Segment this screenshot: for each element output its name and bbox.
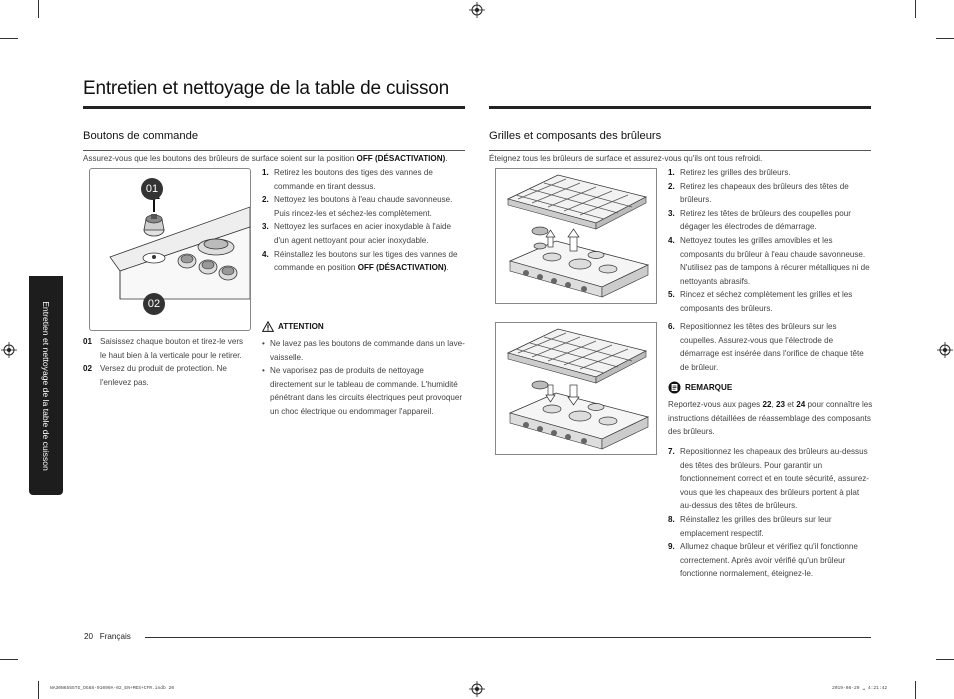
grate-reinstall-figure bbox=[495, 322, 657, 455]
intro-text-end: . bbox=[445, 154, 448, 163]
warning-triangle-icon bbox=[262, 321, 274, 332]
registration-mark-icon bbox=[1, 342, 17, 358]
figure-captions bbox=[83, 335, 247, 389]
note-text: et bbox=[785, 400, 797, 409]
step-number: 4. bbox=[262, 249, 269, 259]
section-rule bbox=[83, 150, 465, 151]
list-item: • Ne lavez pas les boutons de commande dans un lave-vaisselle. bbox=[262, 337, 467, 364]
list-item bbox=[668, 234, 873, 288]
caption-number: 02 bbox=[83, 364, 93, 374]
list-item bbox=[262, 248, 467, 275]
list-item bbox=[668, 288, 873, 315]
step-number: 9. bbox=[668, 542, 675, 552]
step-number: 2. bbox=[262, 195, 269, 205]
list-item bbox=[262, 220, 467, 247]
step-text: Retirez les grilles des brûleurs. bbox=[680, 168, 791, 177]
section-rule bbox=[489, 150, 871, 151]
grate-steps-list bbox=[668, 166, 873, 316]
crop-mark bbox=[38, 0, 39, 18]
list-item bbox=[262, 193, 467, 220]
crop-mark bbox=[915, 681, 916, 699]
cooktop-knob-illustration bbox=[90, 169, 250, 330]
page-number: 20 bbox=[84, 632, 94, 641]
title-rule-right bbox=[489, 106, 871, 109]
step-text: Réinstallez les boutons sur les tiges des vannes de commande en position bbox=[274, 249, 458, 273]
note-text: Reportez-vous aux pages bbox=[668, 400, 763, 409]
caption-text: Saisissez chaque bouton et tirez-le vers le haut bien à la verticale pour le retirer. bbox=[100, 337, 244, 360]
step-number: 3. bbox=[262, 222, 269, 232]
step-text-end: . bbox=[446, 263, 449, 273]
figure-callout-01: 01 bbox=[141, 178, 163, 200]
note-body bbox=[668, 398, 873, 439]
list-item bbox=[262, 166, 467, 193]
step-text: Repositionnez les têtes des brûleurs sur les coupelles. Assurez-vous que l'électrode de démarrage est insérée dans l'orifice de chaque tête de brûleur. bbox=[680, 322, 864, 372]
step-text: Retirez les têtes de brûleurs des coupelles pour dégager les électrodes de démarrage. bbox=[680, 208, 851, 232]
knob-removal-figure bbox=[89, 168, 251, 331]
step-text: Réinstallez les grilles des brûleurs sur leur emplacement respectif. bbox=[680, 514, 832, 538]
caption-text: Versez du produit de protection. Ne l'enlevez pas. bbox=[100, 364, 227, 387]
note-icon bbox=[668, 381, 681, 394]
step-number: 8. bbox=[668, 514, 675, 524]
attention-title: ATTENTION bbox=[278, 322, 324, 331]
list-item bbox=[668, 540, 873, 581]
step-bold-off: OFF (DÉSACTIVATION) bbox=[357, 263, 447, 273]
side-tab-label: Entretien et nettoyage de la table de cuisson bbox=[41, 301, 51, 471]
step-text: Nettoyez les surfaces en acier inoxydable à l'aide d'un agent nettoyant pour acier inoxydable. bbox=[274, 222, 452, 245]
registration-mark-icon bbox=[937, 342, 953, 358]
crop-mark bbox=[38, 681, 39, 699]
title-rule-left bbox=[83, 106, 465, 109]
note-title: REMARQUE bbox=[685, 383, 733, 392]
step-text: Repositionnez les chapeaux des brûleurs au-dessus des têtes des brûleurs. Pour garantir un fonctionnement correct et en toute sécurité, assurez-vous que les chapeaux des brûleurs portent à plat au-dessus des têtes de brûleurs. bbox=[680, 447, 869, 511]
step-text: Retirez les chapeaux des brûleurs des têtes de brûleurs. bbox=[680, 181, 849, 205]
knob-steps-list bbox=[262, 166, 467, 275]
step-text: Allumez chaque brûleur et vérifiez qu'il fonctionne correctement. Après avoir vérifié qu'un brûleur fonctionne normalement, éteignez-le. bbox=[680, 542, 858, 579]
step-number: 4. bbox=[668, 235, 675, 245]
step-text: Retirez les boutons des tiges des vannes de commande en tirant dessus. bbox=[274, 168, 433, 191]
list-item bbox=[668, 166, 873, 180]
step-number: 1. bbox=[262, 168, 269, 177]
print-slug-left: NA30N6555TG_DG68-01099A-02_EN+MES+CFR.indb 20 bbox=[50, 686, 175, 691]
step-number: 6. bbox=[668, 322, 675, 331]
step-text: Rincez et séchez complètement les grilles et les composants des brûleurs. bbox=[680, 290, 853, 313]
page-ref-23: 23 bbox=[776, 400, 786, 409]
step-number: 1. bbox=[668, 168, 675, 177]
grate-step-6 bbox=[668, 320, 873, 374]
crop-mark bbox=[936, 659, 954, 660]
note-heading bbox=[668, 381, 732, 394]
section-intro-knobs bbox=[83, 154, 448, 163]
step-text: Nettoyez toutes les grilles amovibles et les composants du brûleur à l'eau chaude savonneuse. N'utilisez pas de tampons à récurer métalliques ni de nettoyants abrasifs. bbox=[680, 235, 870, 286]
footer-rule bbox=[145, 637, 871, 638]
crop-mark bbox=[915, 0, 916, 18]
step-number: 3. bbox=[668, 208, 675, 218]
step-number: 2. bbox=[668, 181, 675, 191]
section-heading-knobs: Boutons de commande bbox=[83, 130, 199, 142]
registration-mark-icon bbox=[469, 681, 485, 697]
cooktop-grates-illustration-a bbox=[496, 169, 656, 303]
crop-mark bbox=[0, 38, 18, 39]
print-slug-right: 2019-08-29 ␣ 4:21:42 bbox=[832, 686, 888, 691]
list-item bbox=[668, 320, 873, 374]
list-item bbox=[668, 445, 873, 513]
list-item bbox=[668, 513, 873, 540]
section-intro-grates: Éteignez tous les brûleurs de surface et assurez-vous qu'ils ont tous refroidi. bbox=[489, 154, 763, 163]
grate-removal-figure bbox=[495, 168, 657, 304]
caption-number: 01 bbox=[83, 337, 93, 346]
caption-row bbox=[83, 362, 247, 389]
step-number: 5. bbox=[668, 290, 675, 300]
side-chapter-tab bbox=[29, 276, 63, 495]
page-ref-24: 24 bbox=[796, 400, 806, 409]
attention-bullets bbox=[262, 337, 467, 419]
step-text: Nettoyez les boutons à l'eau chaude savonneuse. Puis rincez-les et séchez-les complètement. bbox=[274, 195, 453, 218]
list-item bbox=[668, 207, 873, 234]
caption-row bbox=[83, 335, 247, 362]
page-footer bbox=[84, 632, 131, 641]
grate-steps-list-b bbox=[668, 445, 873, 581]
footer-language: Français bbox=[99, 632, 131, 641]
intro-bold-off: OFF (DÉSACTIVATION) bbox=[356, 154, 446, 163]
section-heading-grates: Grilles et composants des brûleurs bbox=[489, 130, 662, 142]
page-title: Entretien et nettoyage de la table de cuisson bbox=[83, 78, 449, 99]
intro-text: Assurez-vous que les boutons des brûleurs de surface soient sur la position bbox=[83, 154, 357, 163]
crop-mark bbox=[936, 38, 954, 39]
note-text: , bbox=[771, 400, 776, 409]
attention-heading bbox=[262, 321, 324, 332]
list-item bbox=[668, 180, 873, 207]
registration-mark-icon bbox=[469, 2, 485, 18]
crop-mark bbox=[0, 659, 18, 660]
note-text: pour connaître les instructions détaillées de réassemblage des composants des brûleurs. bbox=[668, 400, 873, 437]
list-item: • Ne vaporisez pas de produits de nettoyage directement sur le tableau de commande. L'humidité pénétrant dans les circuits électriques peut provoquer un choc électrique ou endommager l'appareil. bbox=[262, 364, 467, 418]
figure-callout-02: 02 bbox=[143, 293, 165, 315]
cooktop-grates-illustration-b bbox=[496, 323, 656, 454]
step-number: 7. bbox=[668, 447, 675, 456]
page-ref-22: 22 bbox=[762, 400, 772, 409]
